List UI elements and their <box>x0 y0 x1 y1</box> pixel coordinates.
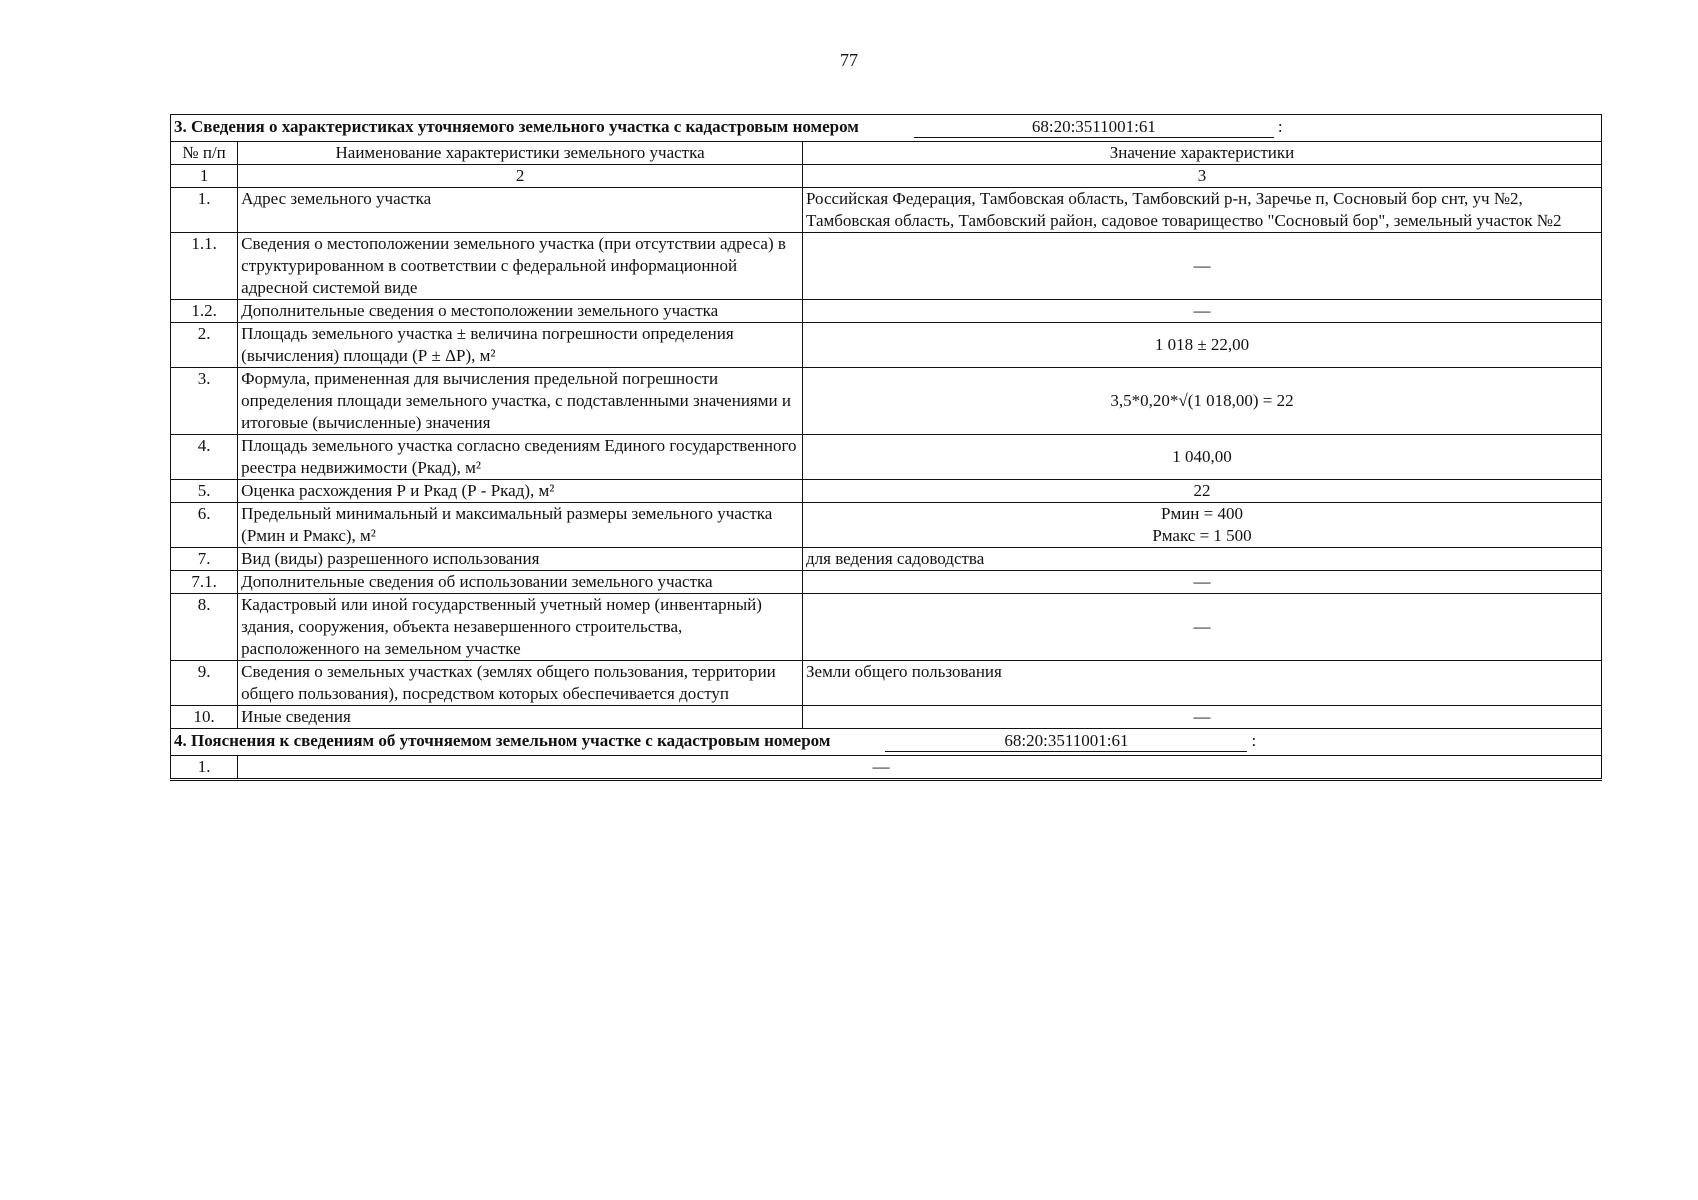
section4-row-value: — <box>238 756 1602 780</box>
characteristic-value: — <box>803 300 1602 323</box>
column-number-1: 1 <box>171 165 238 188</box>
characteristic-value: для ведения садоводства <box>803 548 1602 571</box>
characteristic-name: Дополнительные сведения о местоположении земельного участка <box>238 300 803 323</box>
characteristic-name: Оценка расхождения Р и Ркад (Р - Ркад), м² <box>238 480 803 503</box>
characteristic-name: Дополнительные сведения об использовании земельного участка <box>238 571 803 594</box>
characteristic-name: Сведения о местоположении земельного участка (при отсутствии адреса) в структурированном в соответствии с федеральной информационной адресной системой виде <box>238 233 803 300</box>
characteristic-name: Площадь земельного участка согласно сведениям Единого государственного реестра недвижимости (Ркад), м² <box>238 435 803 480</box>
table-header-row <box>171 142 1602 165</box>
section4-row-num: 1. <box>171 756 238 780</box>
characteristic-value: — <box>803 594 1602 661</box>
header-num: № п/п <box>171 142 238 165</box>
column-numbers-row <box>171 165 1602 188</box>
column-number-3: 3 <box>803 165 1602 188</box>
row-number: 8. <box>171 594 238 661</box>
table-body <box>171 188 1602 729</box>
characteristic-name: Иные сведения <box>238 706 803 729</box>
table-row <box>171 706 1602 729</box>
characteristic-value-line: Рмакс = 1 500 <box>1152 526 1252 545</box>
table-row <box>171 548 1602 571</box>
table-row <box>171 233 1602 300</box>
section4-colon: : <box>1251 731 1257 750</box>
row-number: 7. <box>171 548 238 571</box>
row-number: 2. <box>171 323 238 368</box>
row-number: 1.1. <box>171 233 238 300</box>
characteristic-value: — <box>803 706 1602 729</box>
characteristic-name: Сведения о земельных участках (землях общего пользования, территории общего пользования), посредством которых обеспечивается доступ <box>238 661 803 706</box>
characteristic-value-line: Рмин = 400 <box>1161 504 1243 523</box>
characteristic-name: Предельный минимальный и максимальный размеры земельного участка (Рмин и Рмакс), м² <box>238 503 803 548</box>
table-row <box>171 323 1602 368</box>
characteristic-name: Кадастровый или иной государственный учетный номер (инвентарный) здания, сооружения, объекта незавершенного строительства, расположенного на земельном участке <box>238 594 803 661</box>
table-row <box>171 188 1602 233</box>
characteristic-name: Площадь земельного участка ± величина погрешности определения (вычисления) площади (Р ± ΔР), м² <box>238 323 803 368</box>
row-number: 9. <box>171 661 238 706</box>
section4-cadastral-number: 68:20:3511001:61 <box>885 731 1247 752</box>
row-number: 10. <box>171 706 238 729</box>
row-number: 4. <box>171 435 238 480</box>
row-number: 1.2. <box>171 300 238 323</box>
section3-title: 3. Сведения о характеристиках уточняемого земельного участка с кадастровым номером <box>174 117 859 136</box>
table-row <box>171 435 1602 480</box>
section4-title: 4. Пояснения к сведениям об уточняемом земельном участке с кадастровым номером <box>174 731 831 750</box>
section3-colon: : <box>1277 117 1283 136</box>
row-number: 3. <box>171 368 238 435</box>
characteristic-value: — <box>803 233 1602 300</box>
table-row <box>171 503 1602 548</box>
characteristic-value: Российская Федерация, Тамбовская область, Тамбовский р-н, Заречье п, Сосновый бор снт, уч №2, Тамбовская область, Тамбовский район, садовое товарищество "Сосновый бор", земельный участок №2 <box>803 188 1602 233</box>
page-number: 77 <box>840 50 858 70</box>
column-number-2: 2 <box>238 165 803 188</box>
characteristic-name: Вид (виды) разрешенного использования <box>238 548 803 571</box>
table-row <box>171 480 1602 503</box>
row-number: 7.1. <box>171 571 238 594</box>
characteristic-name: Формула, примененная для вычисления предельной погрешности определения площади земельного участка, с подставленными значениями и итоговые (вычисленные) значения <box>238 368 803 435</box>
land-plot-table <box>170 114 1602 781</box>
characteristic-value: 1 040,00 <box>803 435 1602 480</box>
table-row <box>171 368 1602 435</box>
row-number: 6. <box>171 503 238 548</box>
table-row <box>171 571 1602 594</box>
characteristic-value: 3,5*0,20*√(1 018,00) = 22 <box>803 368 1602 435</box>
header-value: Значение характеристики <box>803 142 1602 165</box>
characteristic-value: 22 <box>803 480 1602 503</box>
characteristic-value: Земли общего пользования <box>803 661 1602 706</box>
section4-row <box>171 756 1602 780</box>
characteristic-value: 1 018 ± 22,00 <box>803 323 1602 368</box>
table-row <box>171 300 1602 323</box>
characteristic-value: — <box>803 571 1602 594</box>
table-row <box>171 594 1602 661</box>
row-number: 1. <box>171 188 238 233</box>
section4-title-row <box>171 729 1602 756</box>
characteristic-value <box>803 503 1602 548</box>
header-name: Наименование характеристики земельного участка <box>238 142 803 165</box>
row-number: 5. <box>171 480 238 503</box>
section3-cadastral-number: 68:20:3511001:61 <box>914 117 1274 138</box>
characteristic-name: Адрес земельного участка <box>238 188 803 233</box>
table-row <box>171 661 1602 706</box>
section3-title-row <box>171 115 1602 142</box>
